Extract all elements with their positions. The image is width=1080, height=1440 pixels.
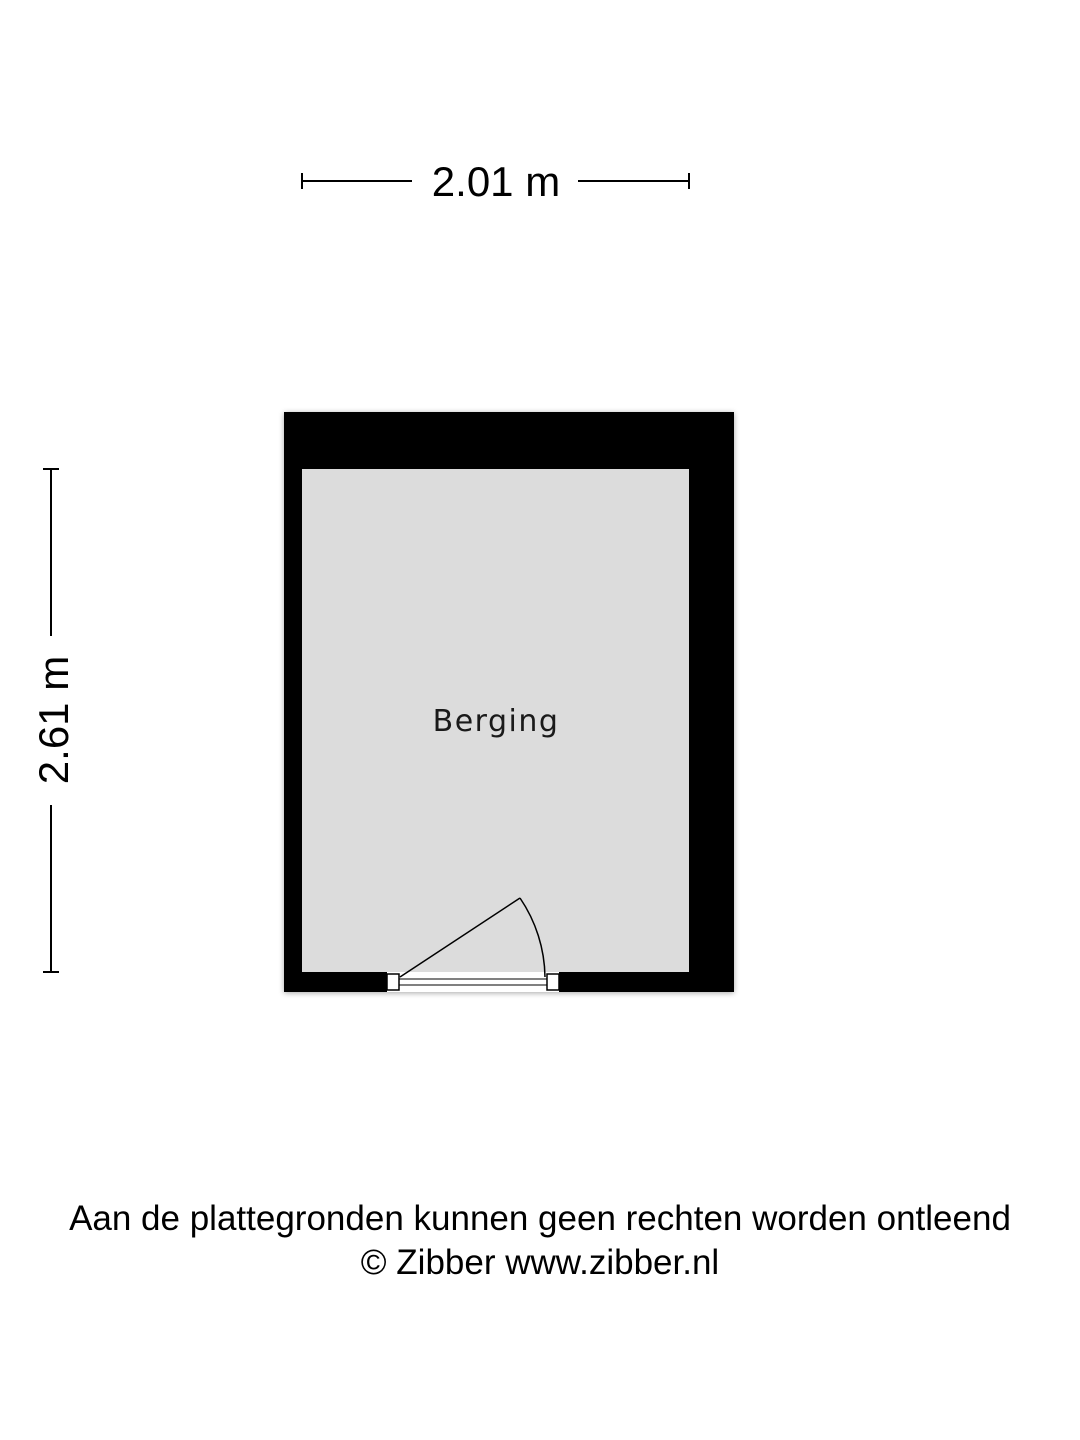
door-opening xyxy=(387,972,559,992)
door-jamb-left xyxy=(387,974,399,990)
room-berging xyxy=(302,469,689,972)
height-dimension xyxy=(30,469,77,972)
width-dimension xyxy=(302,158,689,205)
door-jamb-right xyxy=(547,974,559,990)
disclaimer-text: Aan de plattegronden kunnen geen rechten worden ontleend xyxy=(69,1199,1011,1238)
copyright-text: © Zibber www.zibber.nl xyxy=(360,1243,720,1282)
height-dimension-label: 2.61 m xyxy=(30,655,77,785)
width-dimension-label: 2.01 m xyxy=(431,158,561,205)
room-label: Berging xyxy=(432,704,560,739)
